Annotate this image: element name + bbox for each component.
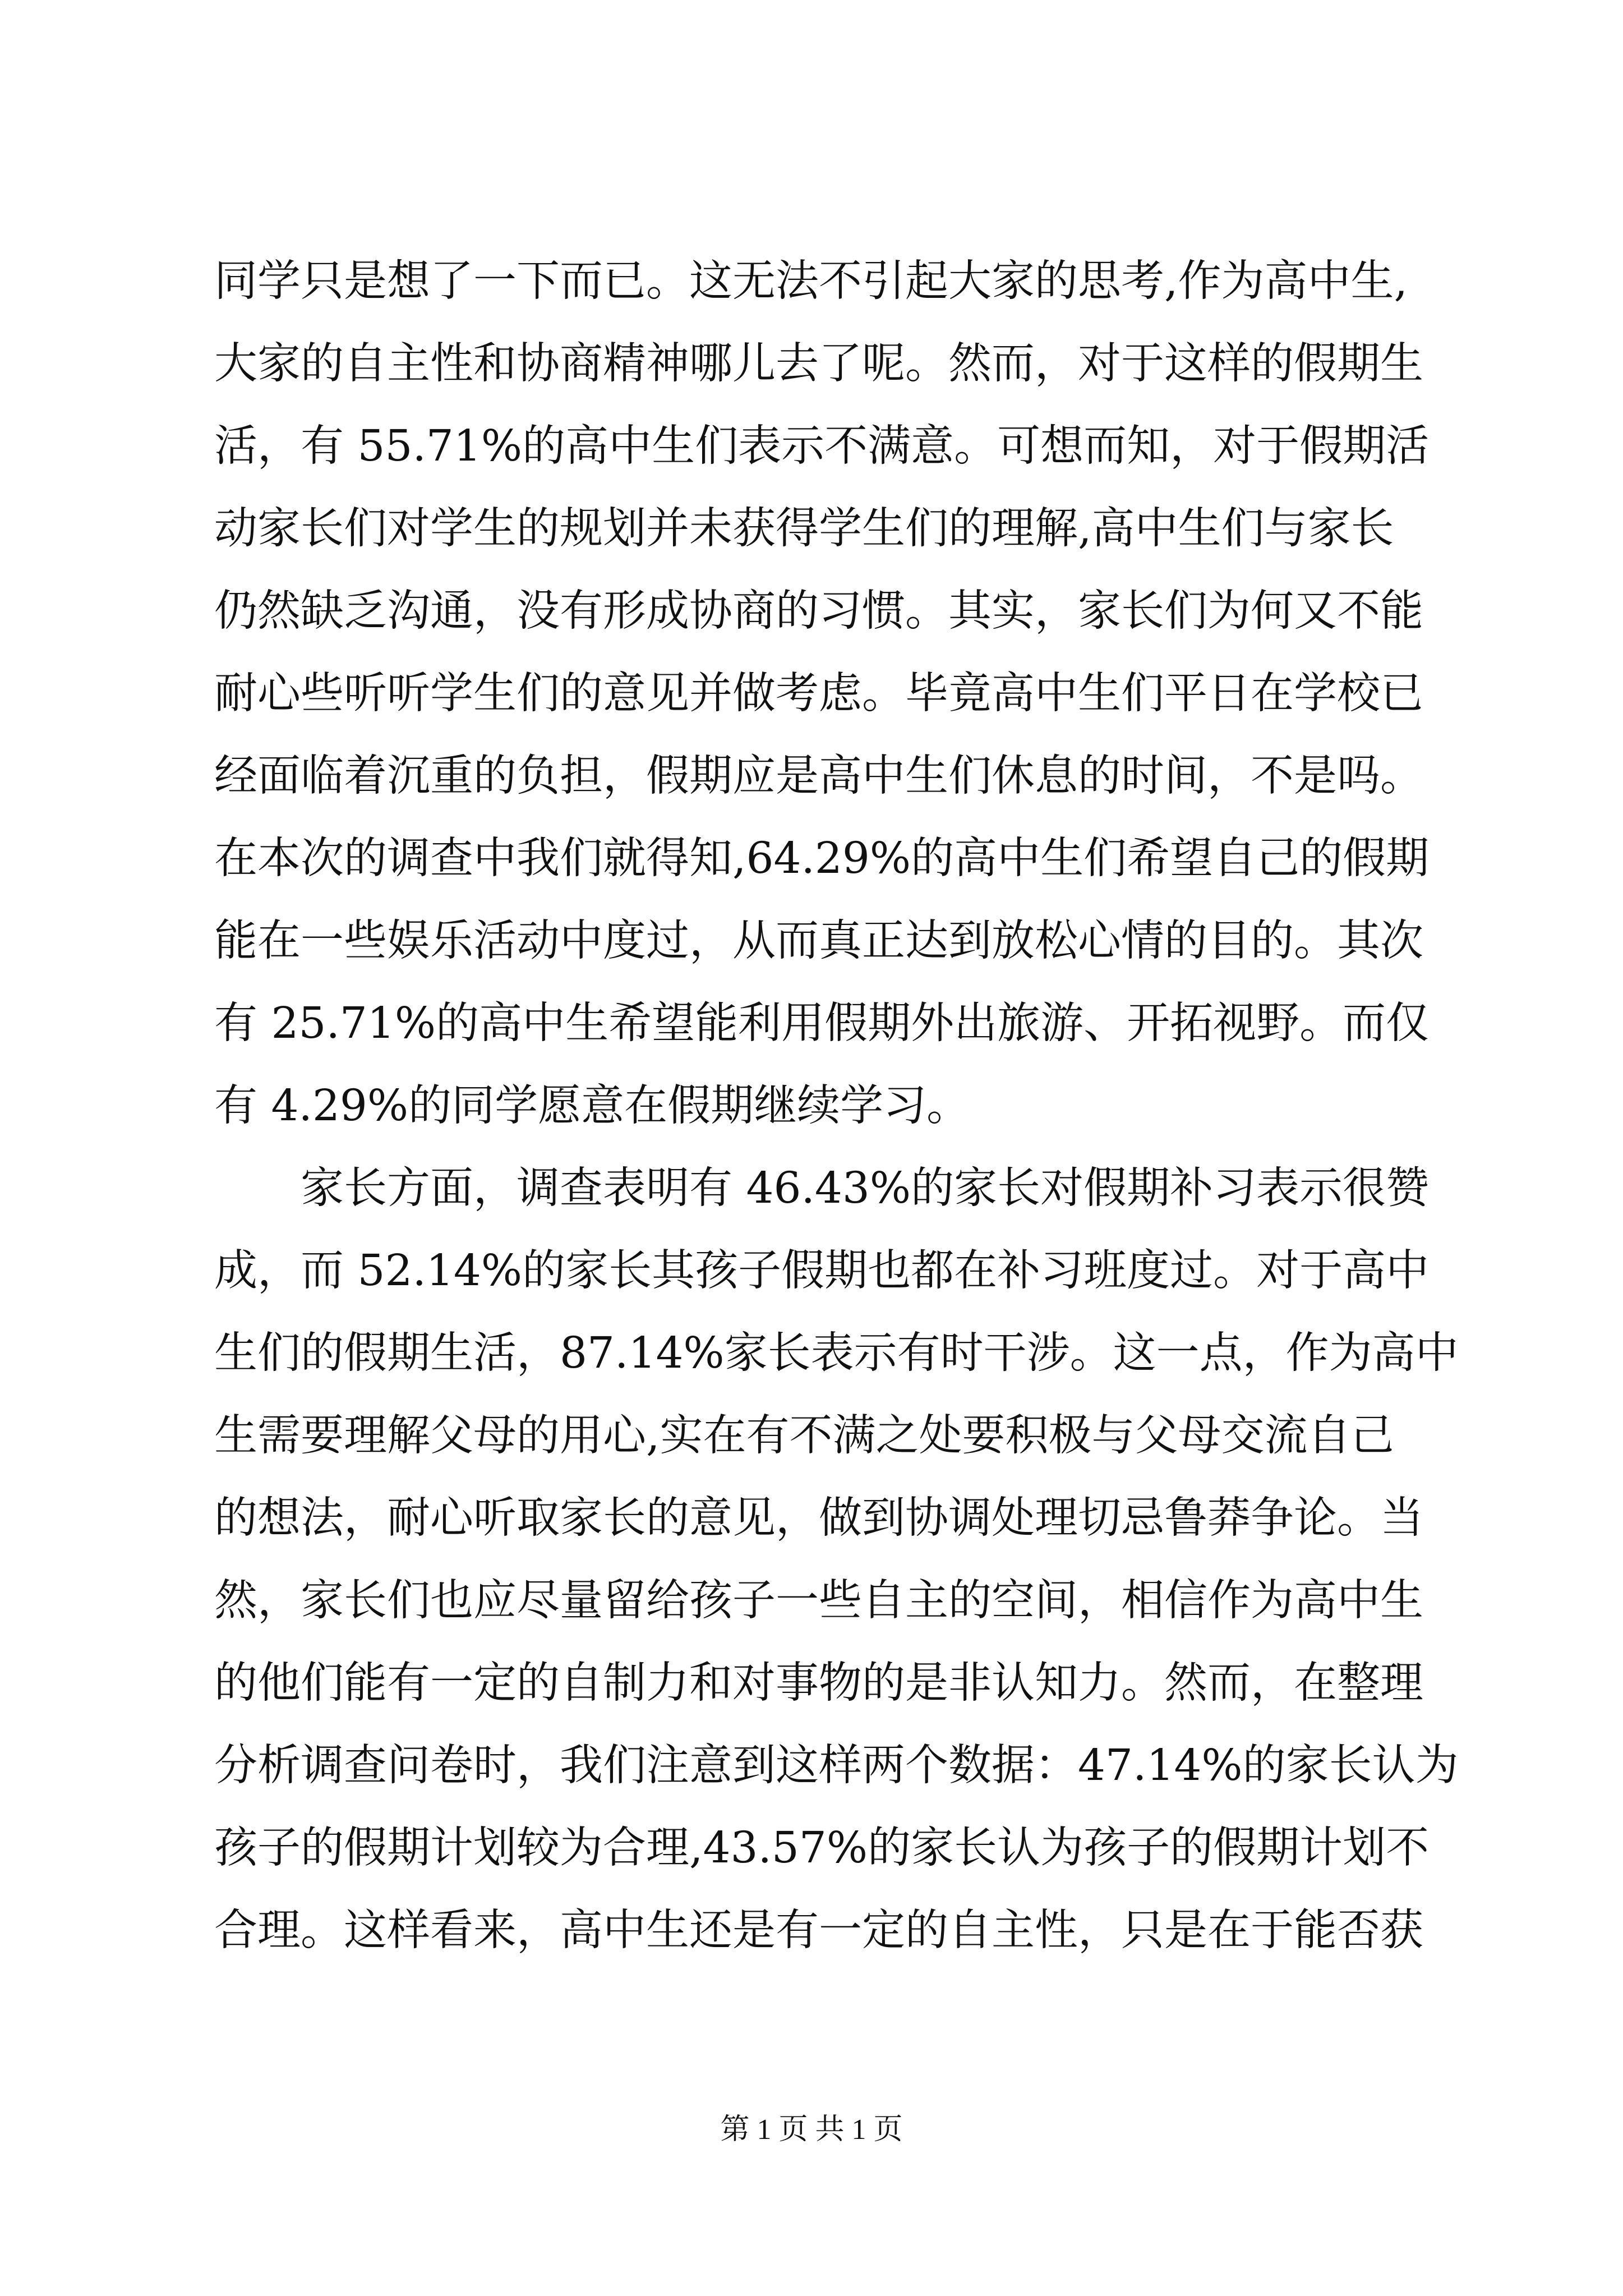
- text-line: 的想法，耐心听取家长的意见，做到协调处理切忌鲁莽争论。当: [214, 1493, 1423, 1543]
- text-line: 大家的自主性和协商精神哪儿去了呢。然而，对于这样的假期生: [214, 339, 1423, 389]
- text-line: 生需要理解父母的用心,实在有不满之处要积极与父母交流自己: [214, 1411, 1394, 1461]
- text-line: 动家长们对学生的规划并未获得学生们的理解,高中生们与家长: [214, 504, 1394, 554]
- text-line: 孩子的假期计划较为合理,43.57%的家长认为孩子的假期计划不: [214, 1823, 1430, 1873]
- text-line: 然，家长们也应尽量留给孩子一些自主的空间，相信作为高中生: [214, 1576, 1423, 1626]
- text-line: 分析调查问卷时，我们注意到这样两个数据：47.14%的家长认为: [214, 1741, 1459, 1791]
- text-line: 经面临着沉重的负担，假期应是高中生们休息的时间，不是吗。: [214, 751, 1423, 801]
- page-footer: [0, 2110, 1623, 2150]
- text-line: 耐心些听听学生们的意见并做考虑。毕竟高中生们平日在学校已: [214, 669, 1423, 719]
- text-line: 能在一些娱乐活动中度过，从而真正达到放松心情的目的。其次: [214, 916, 1423, 966]
- text-line: 活，有 55.71%的高中生们表示不满意。可想而知，对于假期活: [214, 421, 1430, 471]
- text-line: 的他们能有一定的自制力和对事物的是非认知力。然而，在整理: [214, 1658, 1423, 1708]
- body-text: [214, 240, 1459, 1972]
- paragraph-start-line: 家长方面，调查表明有 46.43%的家长对假期补习表示很赞: [301, 1163, 1430, 1213]
- text-line: 有 4.29%的同学愿意在假期继续学习。: [214, 1081, 970, 1131]
- text-line: 合理。这样看来，高中生还是有一定的自主性，只是在于能否获: [214, 1906, 1423, 1955]
- text-line: 在本次的调查中我们就得知,64.29%的高中生们希望自己的假期: [214, 834, 1430, 884]
- text-line: 成，而 52.14%的家长其孩子假期也都在补习班度过。对于高中: [214, 1246, 1430, 1296]
- text-line: 同学只是想了一下而已。这无法不引起大家的思考,作为高中生,: [214, 256, 1408, 306]
- text-line: 仍然缺乏沟通，没有形成协商的习惯。其实，家长们为何又不能: [214, 586, 1423, 636]
- text-line: 有 25.71%的高中生希望能利用假期外出旅游、开拓视野。而仅: [214, 999, 1430, 1048]
- text-line: 生们的假期生活，87.14%家长表示有时干涉。这一点，作为高中: [214, 1328, 1459, 1378]
- page-number-label: 第 1 页 共 1 页: [720, 2114, 903, 2146]
